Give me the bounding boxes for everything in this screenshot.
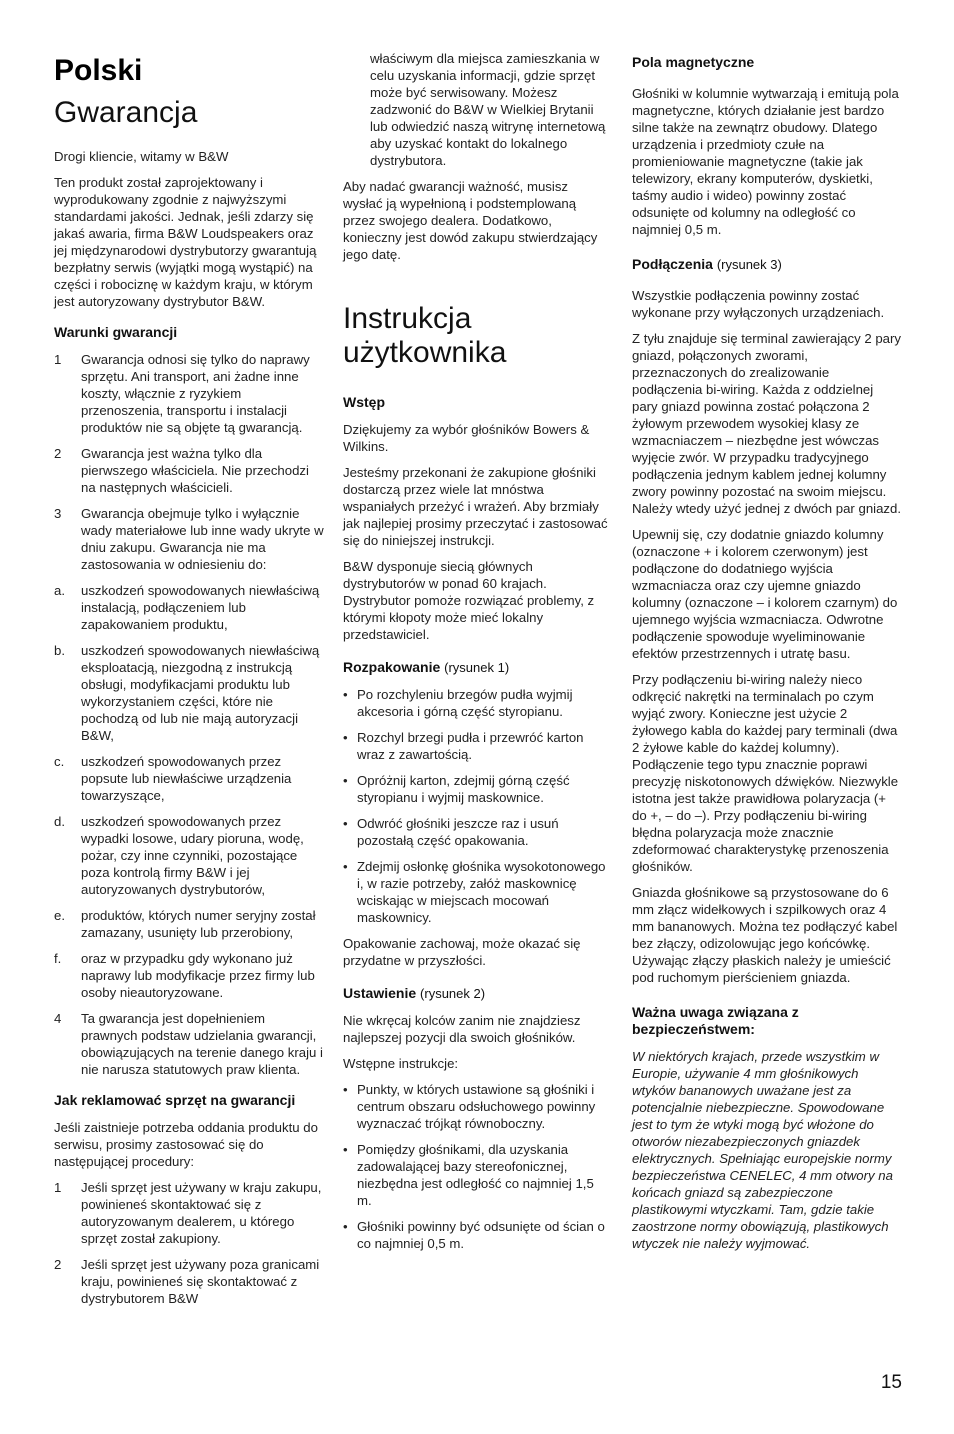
claim-continuation: właściwym dla miejsca zamieszkania w celu uzyskania informacji, gdzie sprzęt może być serwisowany. Możesz zadzwonić do B&W w Wielkiej Brytanii lub odwiedzić naszą witrynę internetową aby uzyskać kontakt do lokalnego dystrybutora.: [370, 51, 606, 168]
warranty-intro: Ten produkt został zaprojektowany i wyprodukowany zgodnie z najwyższymi standardami jakości. Jednak, jeśli zdarzy się jakaś awaria, firma B&W Loudspeakers oraz jej międzynarodowi dystrybutorzy gwarantują bezpłatny serwis (wyjątki mogą wystąpić) na części i robociznę w każdym kraju, w którym jest autoryzowany dystrybutor B&W.: [54, 175, 317, 309]
list-item: • Opróżnij karton, zdejmij górną część styropianu i wyjmij maskownice.: [343, 773, 570, 805]
unpacking-note: Opakowanie zachowaj, może okazać się przydatne w przyszłości.: [343, 936, 581, 968]
conditions-list: [54, 351, 324, 1078]
claim-intro: Jeśli zaistnieje potrzeba oddania produktu do serwisu, prosimy zastosować się do następującej procedury:: [54, 1120, 318, 1169]
list-item: • Głośniki powinny być odsunięte od ścian o co najmniej 0,5 m.: [343, 1219, 605, 1251]
list-item: d. uszkodzeń spowodowanych przez wypadki losowe, udary pioruna, wodę, pożar, czy inne czynniki, pozostające poza kontrolą firmy B&W i jej autoryzowanych dystrybutorów,: [54, 814, 304, 897]
list-item: • Odwróć głośniki jeszcze raz i usuń pozostałą część opakowania.: [343, 816, 559, 848]
list-item: e. produktów, których numer seryjny został zamazany, usunięty lub przerobiony,: [54, 908, 316, 940]
page-number: 15: [880, 1372, 902, 1393]
claim-list: [54, 1179, 324, 1307]
setup-list: [343, 1081, 611, 1252]
intro-paragraph: B&W dysponuje siecią głównych dystrybutorów w ponad 60 krajach. Dystrybutor pomoże rozwiązać problemy, z którymi kłopoty może mieć lokalny przedstawiciel.: [343, 559, 595, 642]
list-item: 1 Jeśli sprzęt jest używany w kraju zakupu, powinieneś skontaktować się z autoryzowanym dealerem, u którego sprzęt został zakupiony.: [54, 1180, 322, 1246]
list-item: b. uszkodzeń spowodowanych niewłaściwą eksploatacją, niezgodną z instrukcją obsługi, modyfikacjami produktu lub wykorzystaniem części, które nie pochodzą od lub nie mają autoryzacji B&W,: [54, 643, 320, 743]
validity-paragraph: Aby nadać gwarancji ważność, musisz wysłać ją wypełnioną i podstemplowaną przez swojego dealera. Dodatkowo, konieczny jest dowód zakupu stwierdzający jego datę.: [343, 179, 598, 262]
list-item: • Po rozchyleniu brzegów pudła wyjmij akcesoria i górną część styropianu.: [343, 687, 573, 719]
magnetic-heading: Pola magnetyczne: [632, 54, 755, 70]
manual-title: Instrukcja użytkownika: [343, 302, 507, 369]
column-2: [343, 50, 611, 1261]
setup-heading: Ustawienie (rysunek 2): [343, 985, 486, 1001]
connections-paragraph: Wszystkie podłączenia powinny zostać wykonane przy wyłączonych urządzeniach.: [632, 288, 885, 320]
list-item: 2 Jeśli sprzęt jest używany poza granicami kraju, powinieneś się skontaktować z dystrybutorem B&W: [54, 1257, 320, 1306]
list-item: 1 Gwarancja odnosi się tylko do naprawy sprzętu. Ani transport, ani żadne inne koszty, włącznie z ryzykiem przenoszenia, transportu i instalacji produktów nie są objęte tą gwarancją.: [54, 352, 310, 435]
unpacking-list: [343, 686, 611, 926]
list-item: 4 Ta gwarancja jest dopełnieniem prawnych podstaw udzielania gwarancji, obowiązujących na terenie danego kraju i nie narusza statutowych praw klienta.: [54, 1011, 323, 1077]
intro-paragraph: Dziękujemy za wybór głośników Bowers & Wilkins.: [343, 422, 590, 454]
intro-paragraph: Jesteśmy przekonani że zakupione głośniki dostarczą przez wiele lat mnóstwa wspaniałych przeżyć i wrażeń. Aby brzmiały jak najlepiej prosimy przeczytać i zastosować się do niniejszej instrukcji.: [343, 465, 608, 548]
claim-heading: Jak reklamować sprzęt na gwarancji: [54, 1092, 296, 1108]
list-item: • Rozchyl brzegi pudła i przewróć karton wraz z zawartością.: [343, 730, 584, 762]
intro-heading: Wstęp: [343, 394, 385, 410]
column-1: [54, 50, 324, 1316]
connections-paragraph: Przy podłączeniu bi-wiring należy nieco odkręcić nakrętki na terminalach po czym wyjąć zwory. Konieczne jest użycie 2 żyłowego kabla do każdej pary terminali (dwa 2 żyłowe kable do każdej kolumny). Podłączenie tego typu znacznie poprawi precyzję niskotonowych dźwięków. Niezwykle istotna jest także prawidłowa polaryzacja (+ do +, – do –). Przy podłączeniu bi-wiring błędna polaryzacja może znacznie zdeformować charakterystykę przenoszenia głośników.: [632, 672, 899, 874]
column-3: [632, 50, 902, 1261]
greeting: Drogi kliencie, witamy w B&W: [54, 149, 229, 164]
setup-paragraph: Nie wkręcaj kolców zanim nie znajdziesz najlepszej pozycji dla swoich głośników.: [343, 1013, 581, 1045]
list-item: 2 Gwarancja jest ważna tylko dla pierwszego właściciela. Nie przechodzi na następnych właścicieli.: [54, 446, 309, 495]
magnetic-paragraph: Głośniki w kolumnie wytwarzają i emitują pola magnetyczne, których działanie jest bardzo silne także na zewnątrz obudowy. Dlatego urządzenia i przedmioty czułe na promieniowanie magnetyczne (takie jak telewizory, ekrany komputerów, dyskietki, taśmy audio i wideo) powinny zostać odsunięte od kolumny na odległość co najmniej 0,5 m.: [632, 86, 899, 237]
safety-paragraph: W niektórych krajach, przede wszystkim w Europie, używanie 4 mm głośnikowych wtyków bananowych uważane jest za potencjalnie niebezpieczne. Spowodowane jest to tym że wtyki mogą być włożone do otworów niezabezpieczonych gniazdek elektrycznych. Spełniając europejskie normy bezpieczeństwa CENELEC, 4 mm otwory na końcach gniazd są zabezpieczone plastikowymi wtyczkami. Tam, gdzie takie zaostrzone normy obowiązują, plastikowych wtyczek nie należy wyjmować.: [632, 1049, 893, 1251]
list-item: • Pomiędzy głośnikami, dla uzyskania zadowalającej bazy stereofonicznej, niezbędna jest odległość co najmniej 1,5 m.: [343, 1142, 594, 1208]
connections-heading: Podłączenia (rysunek 3): [632, 256, 782, 272]
warranty-title: Gwarancja: [54, 96, 198, 129]
conditions-heading: Warunki gwarancji: [54, 324, 178, 340]
list-item: 3 Gwarancja obejmuje tylko i wyłącznie wady materiałowe lub inne wady ukryte w dniu zakupu. Gwarancja nie ma zastosowania w odniesieniu do:: [54, 506, 324, 572]
list-item: a. uszkodzeń spowodowanych niewłaściwą instalacją, podłączeniem lub zapakowaniem produktu,: [54, 583, 320, 632]
safety-heading: Ważna uwaga związana z bezpieczeństwem:: [632, 1004, 799, 1037]
list-item: • Zdejmij osłonkę głośnika wysokotonowego i, w razie potrzeby, załóż maskownicę wciskając w miejscach mocowań maskownicy.: [343, 859, 606, 925]
language-title: Polski: [54, 54, 143, 87]
unpacking-heading: Rozpakowanie (rysunek 1): [343, 659, 510, 675]
connections-paragraph: Gniazda głośnikowe są przystosowane do 6 mm złącz widełkowych i szpilkowych oraz 4 mm bananowych. Można tez podłączyć kabel bez złączy, odizolowując jego końcówkę. Używając złączy płaskich należy je umieścić pod ruchomym pierścieniem gniazda.: [632, 885, 898, 985]
setup-paragraph: Wstępne instrukcje:: [343, 1056, 459, 1071]
connections-paragraph: Z tyłu znajduje się terminal zawierający 2 pary gniazd, połączonych zworami, przeznaczonych do zrealizowanie podłączenia bi-wiring. Każda z oddzielnej pary gniazd powinna zostać połączona 2 żyłowym przewodem wysokiej klasy ze wzmacniaczem – niezbędne jest wówczas wyjęcie zwór. W przypadku tradycyjnego podłączenia jednym kablem jednej kolumny zwory powinny pozostać na swoim miejscu. Należy wtedy użyć jednej z dwóch par gniazd.: [632, 331, 902, 516]
connections-paragraph: Upewnij się, czy dodatnie gniazdo kolumny (oznaczone + i kolorem czerwonym) jest podłączone do dodatniego wyjścia wzmacniacza oraz czy ujemne gniazdo kolumny (oznaczone – i kolorem czarnym) do ujemnego wyjścia wzmacniacza. Odwrotne podłączenie spowoduje wyeliminowanie efektów przestrzennych i utratę basu.: [632, 527, 898, 661]
list-item: f. oraz w przypadku gdy wykonano już naprawy lub modyfikacje przez firmy lub osoby nieautoryzowane.: [54, 951, 315, 1000]
list-item: c. uszkodzeń spowodowanych przez popsute lub niewłaściwe urządzenia towarzyszące,: [54, 754, 292, 803]
list-item: • Punkty, w których ustawione są głośniki i centrum obszaru odsłuchowego powinny wyznaczać trójkąt równoboczny.: [343, 1082, 596, 1131]
